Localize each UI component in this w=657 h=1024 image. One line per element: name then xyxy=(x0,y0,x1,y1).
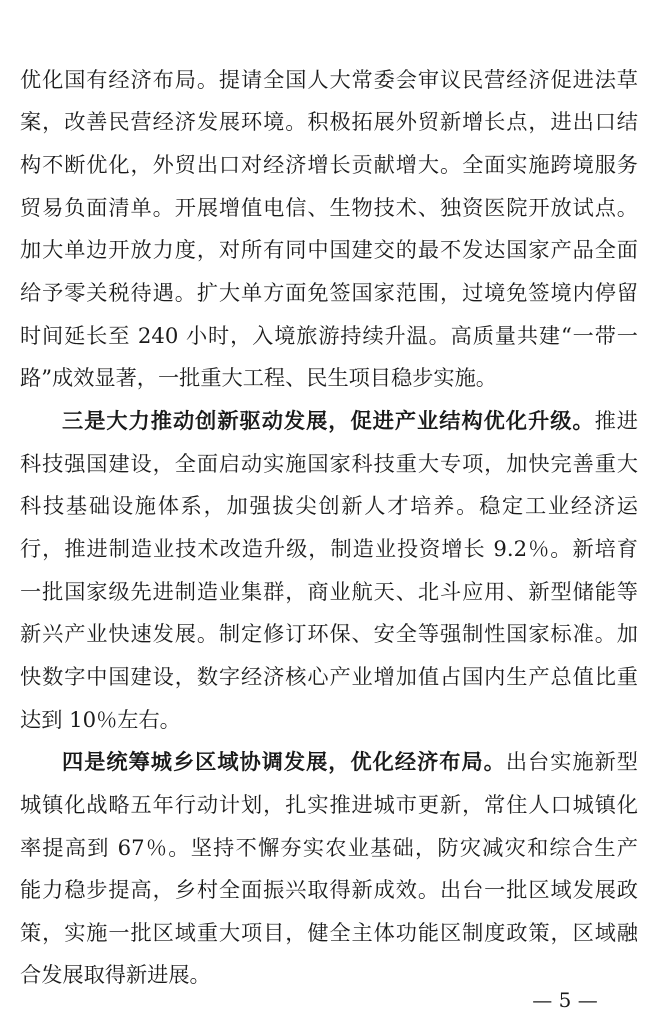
paragraph-3-line-4: 能力稳步提高，乡村全面振兴取得新成效。出台一批区域发展政 xyxy=(20,877,638,902)
paragraph-3-first-line-rest: 出台实施新型 xyxy=(505,749,638,774)
paragraph-3-line-3: 率提高到 67％。坚持不懈夯实农业基础，防灾减灾和综合生产 xyxy=(20,835,638,860)
paragraph-1-line-8: 路”成效显著，一批重大工程、民生项目稳步实施。 xyxy=(20,365,497,390)
paragraph-3-line-2: 城镇化战略五年行动计划，扎实推进城市更新，常住人口城镇化 xyxy=(20,792,638,817)
paragraph-2-line-6: 新兴产业快速发展。制定修订环保、安全等强制性国家标准。加 xyxy=(20,621,638,646)
paragraph-2-line-8: 达到 10％左右。 xyxy=(20,707,181,732)
paragraph-2-first-line-rest: 推进 xyxy=(594,408,638,433)
paragraph-2-line-7: 快数字中国建设，数字经济核心产业增加值占国内生产总值比重 xyxy=(20,664,638,689)
paragraph-3-line-1 xyxy=(62,745,638,779)
paragraph-2-heading: 三是大力推动创新驱动发展，促进产业结构优化升级。 xyxy=(62,408,595,433)
paragraph-1-line-6: 给予零关税待遇。扩大单方面免签国家范围，过境免签境内停留 xyxy=(20,280,638,305)
paragraph-1-line-4: 贸易负面清单。开展增值电信、生物技术、独资医院开放试点。 xyxy=(20,195,638,220)
paragraph-1-line-5: 加大单边开放力度，对所有同中国建交的最不发达国家产品全面 xyxy=(20,237,638,262)
paragraph-3-heading: 四是统筹城乡区域协调发展，优化经济布局。 xyxy=(62,749,506,774)
paragraph-3-line-5: 策，实施一批区域重大项目，健全主体功能区制度政策，区域融 xyxy=(20,920,638,945)
paragraph-2-line-1 xyxy=(62,404,638,438)
paragraph-1-line-3: 构不断优化，外贸出口对经济增长贡献增大。全面实施跨境服务 xyxy=(20,152,638,177)
page-number: — 5 — xyxy=(532,988,598,1012)
paragraph-3-line-6: 合发展取得新进展。 xyxy=(20,962,211,987)
paragraph-2-line-5: 一批国家级先进制造业集群，商业航天、北斗应用、新型储能等 xyxy=(20,579,638,604)
paragraph-1-line-1: 优化国有经济布局。提请全国人大常委会审议民营经济促进法草 xyxy=(20,67,638,92)
paragraph-2-line-2: 科技强国建设，全面启动实施国家科技重大专项，加快完善重大 xyxy=(20,451,638,476)
paragraph-2-line-3: 科技基础设施体系，加强拔尖创新人才培养。稳定工业经济运 xyxy=(20,493,638,518)
paragraph-1-line-7: 时间延长至 240 小时，入境旅游持续升温。高质量共建“一带一 xyxy=(20,323,638,348)
paragraph-2-line-4: 行，推进制造业技术改造升级，制造业投资增长 9.2％。新培育 xyxy=(20,536,638,561)
paragraph-1-line-2: 案，改善民营经济发展环境。积极拓展外贸新增长点，进出口结 xyxy=(20,109,638,134)
